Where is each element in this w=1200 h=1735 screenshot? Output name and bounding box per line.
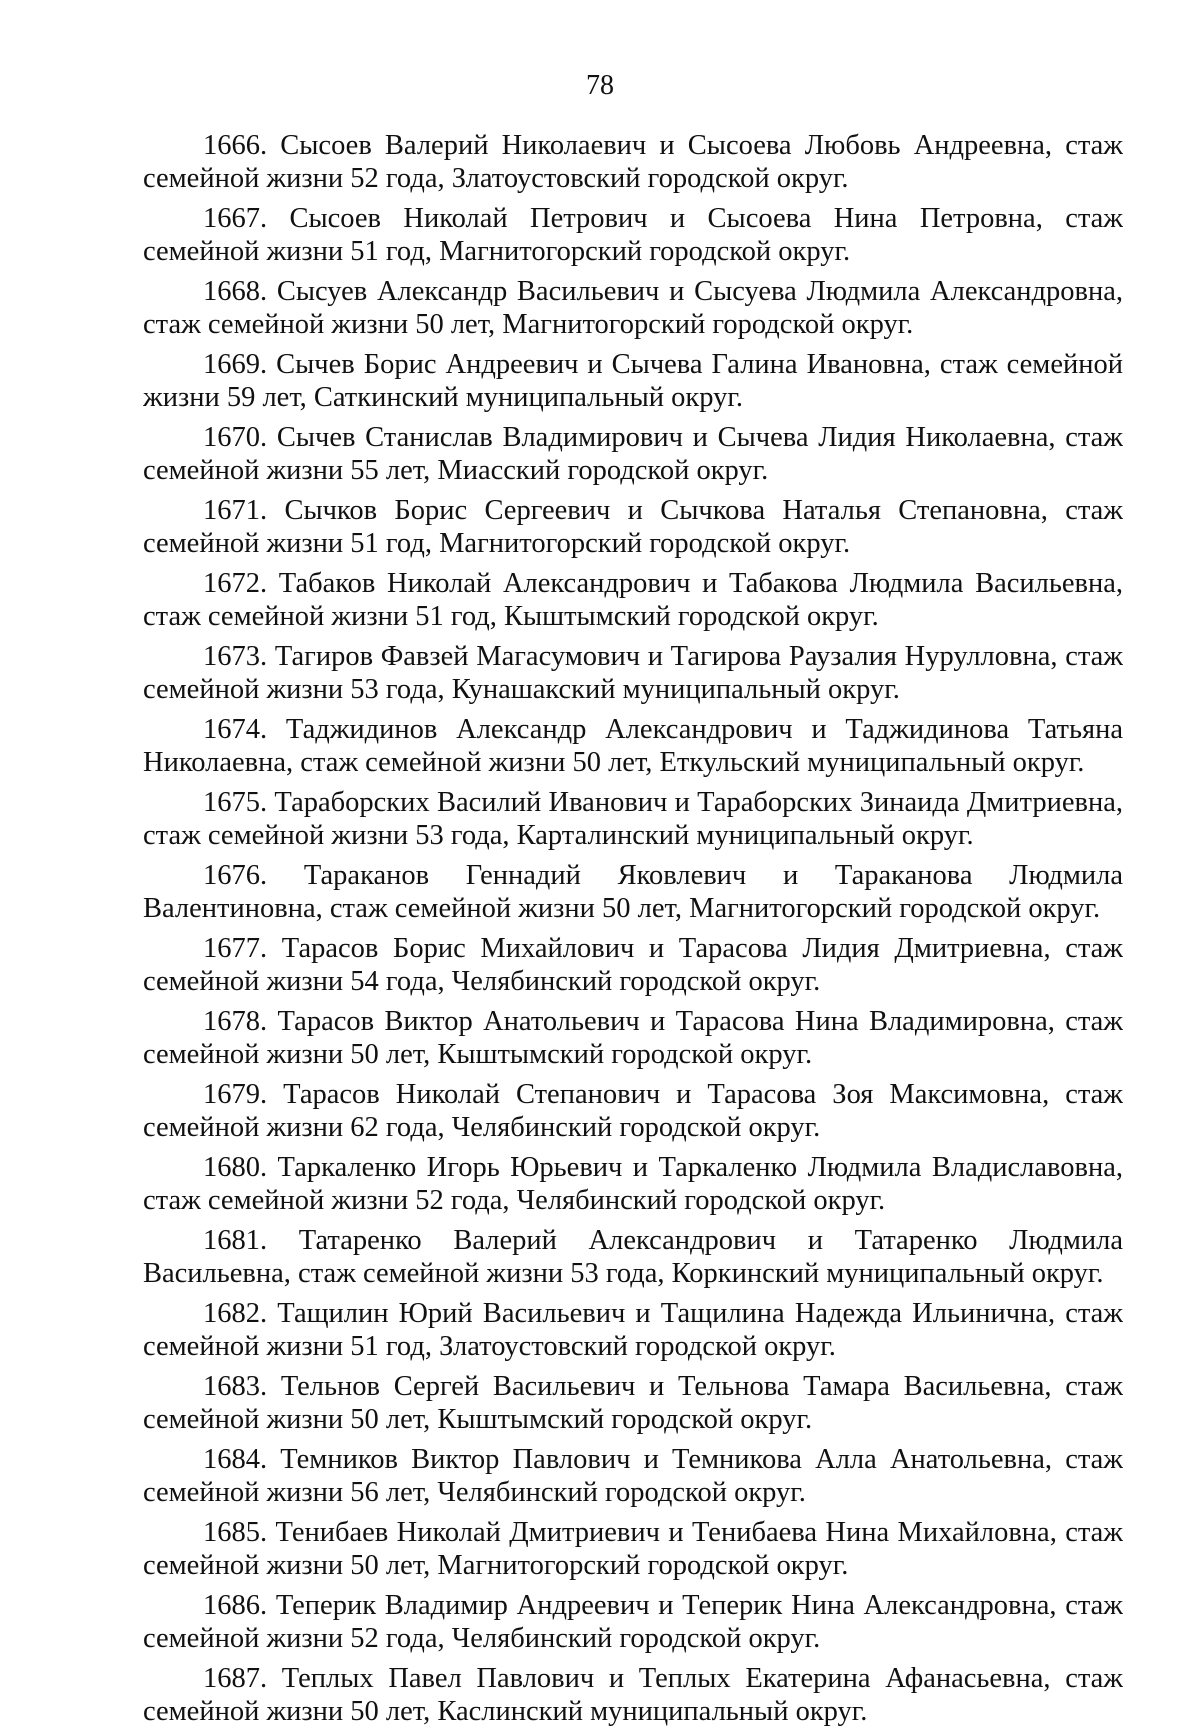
list-item: 1682. Тащилин Юрий Васильевич и Тащилина Надежда Ильинична, стаж семейной жизни 51 год, Златоустовский городской округ. — [143, 1298, 1123, 1362]
list-item: 1668. Сысуев Александр Васильевич и Сысуева Людмила Александровна, стаж семейной жизни 50 лет, Магнитогорский городской округ. — [143, 276, 1123, 340]
entry-list — [143, 129, 1123, 1735]
list-item: 1666. Сысоев Валерий Николаевич и Сысоева Любовь Андреевна, стаж семейной жизни 52 года, Златоустовский городской округ. — [143, 130, 1123, 194]
list-item: 1681. Татаренко Валерий Александрович и Татаренко Людмила Васильевна, стаж семейной жизни 53 года, Коркинский муниципальный округ. — [143, 1225, 1123, 1289]
list-item: 1683. Тельнов Сергей Васильевич и Тельнова Тамара Васильевна, стаж семейной жизни 50 лет, Кыштымский городской округ. — [143, 1371, 1123, 1435]
list-item: 1684. Темников Виктор Павлович и Темникова Алла Анатольевна, стаж семейной жизни 56 лет, Челябинский городской округ. — [143, 1444, 1123, 1508]
list-item: 1675. Тараборских Василий Иванович и Тараборских Зинаида Дмитриевна, стаж семейной жизни 53 года, Карталинский муниципальный округ. — [143, 787, 1123, 851]
list-item: 1671. Сычков Борис Сергеевич и Сычкова Наталья Степановна, стаж семейной жизни 51 год, Магнитогорский городской округ. — [143, 495, 1123, 559]
list-item: 1686. Теперик Владимир Андреевич и Теперик Нина Александровна, стаж семейной жизни 52 года, Челябинский городской округ. — [143, 1590, 1123, 1654]
list-item: 1673. Тагиров Фавзей Магасумович и Тагирова Раузалия Нурулловна, стаж семейной жизни 53 года, Кунашакский муниципальный округ. — [143, 641, 1123, 705]
list-item: 1669. Сычев Борис Андреевич и Сычева Галина Ивановна, стаж семейной жизни 59 лет, Саткинский муниципальный округ. — [143, 349, 1123, 413]
list-item: 1678. Тарасов Виктор Анатольевич и Тарасова Нина Владимировна, стаж семейной жизни 50 лет, Кыштымский городской округ. — [143, 1006, 1123, 1070]
list-item: 1676. Тараканов Геннадий Яковлевич и Тараканова Людмила Валентиновна, стаж семейной жизни 50 лет, Магнитогорский городской округ. — [143, 860, 1123, 924]
list-item: 1685. Тенибаев Николай Дмитриевич и Тенибаева Нина Михайловна, стаж семейной жизни 50 лет, Магнитогорский городской округ. — [143, 1517, 1123, 1581]
list-item: 1670. Сычев Станислав Владимирович и Сычева Лидия Николаевна, стаж семейной жизни 55 лет, Миасский городской округ. — [143, 422, 1123, 486]
list-item: 1674. Таджидинов Александр Александрович и Таджидинова Татьяна Николаевна, стаж семейной жизни 50 лет, Еткульский муниципальный округ. — [143, 714, 1123, 778]
list-item: 1680. Таркаленко Игорь Юрьевич и Таркаленко Людмила Владиславовна, стаж семейной жизни 52 года, Челябинский городской округ. — [143, 1152, 1123, 1216]
list-item: 1667. Сысоев Николай Петрович и Сысоева Нина Петровна, стаж семейной жизни 51 год, Магнитогорский городской округ. — [143, 203, 1123, 267]
list-item: 1677. Тарасов Борис Михайлович и Тарасова Лидия Дмитриевна, стаж семейной жизни 54 года, Челябинский городской округ. — [143, 933, 1123, 997]
list-item: 1679. Тарасов Николай Степанович и Тарасова Зоя Максимовна, стаж семейной жизни 62 года, Челябинский городской округ. — [143, 1079, 1123, 1143]
list-item: 1687. Теплых Павел Павлович и Теплых Екатерина Афанасьевна, стаж семейной жизни 50 лет, Каслинский муниципальный округ. — [143, 1663, 1123, 1727]
list-item: 1672. Табаков Николай Александрович и Табакова Людмила Васильевна, стаж семейной жизни 51 год, Кыштымский городской округ. — [143, 568, 1123, 632]
page-number: 78 — [586, 70, 614, 101]
